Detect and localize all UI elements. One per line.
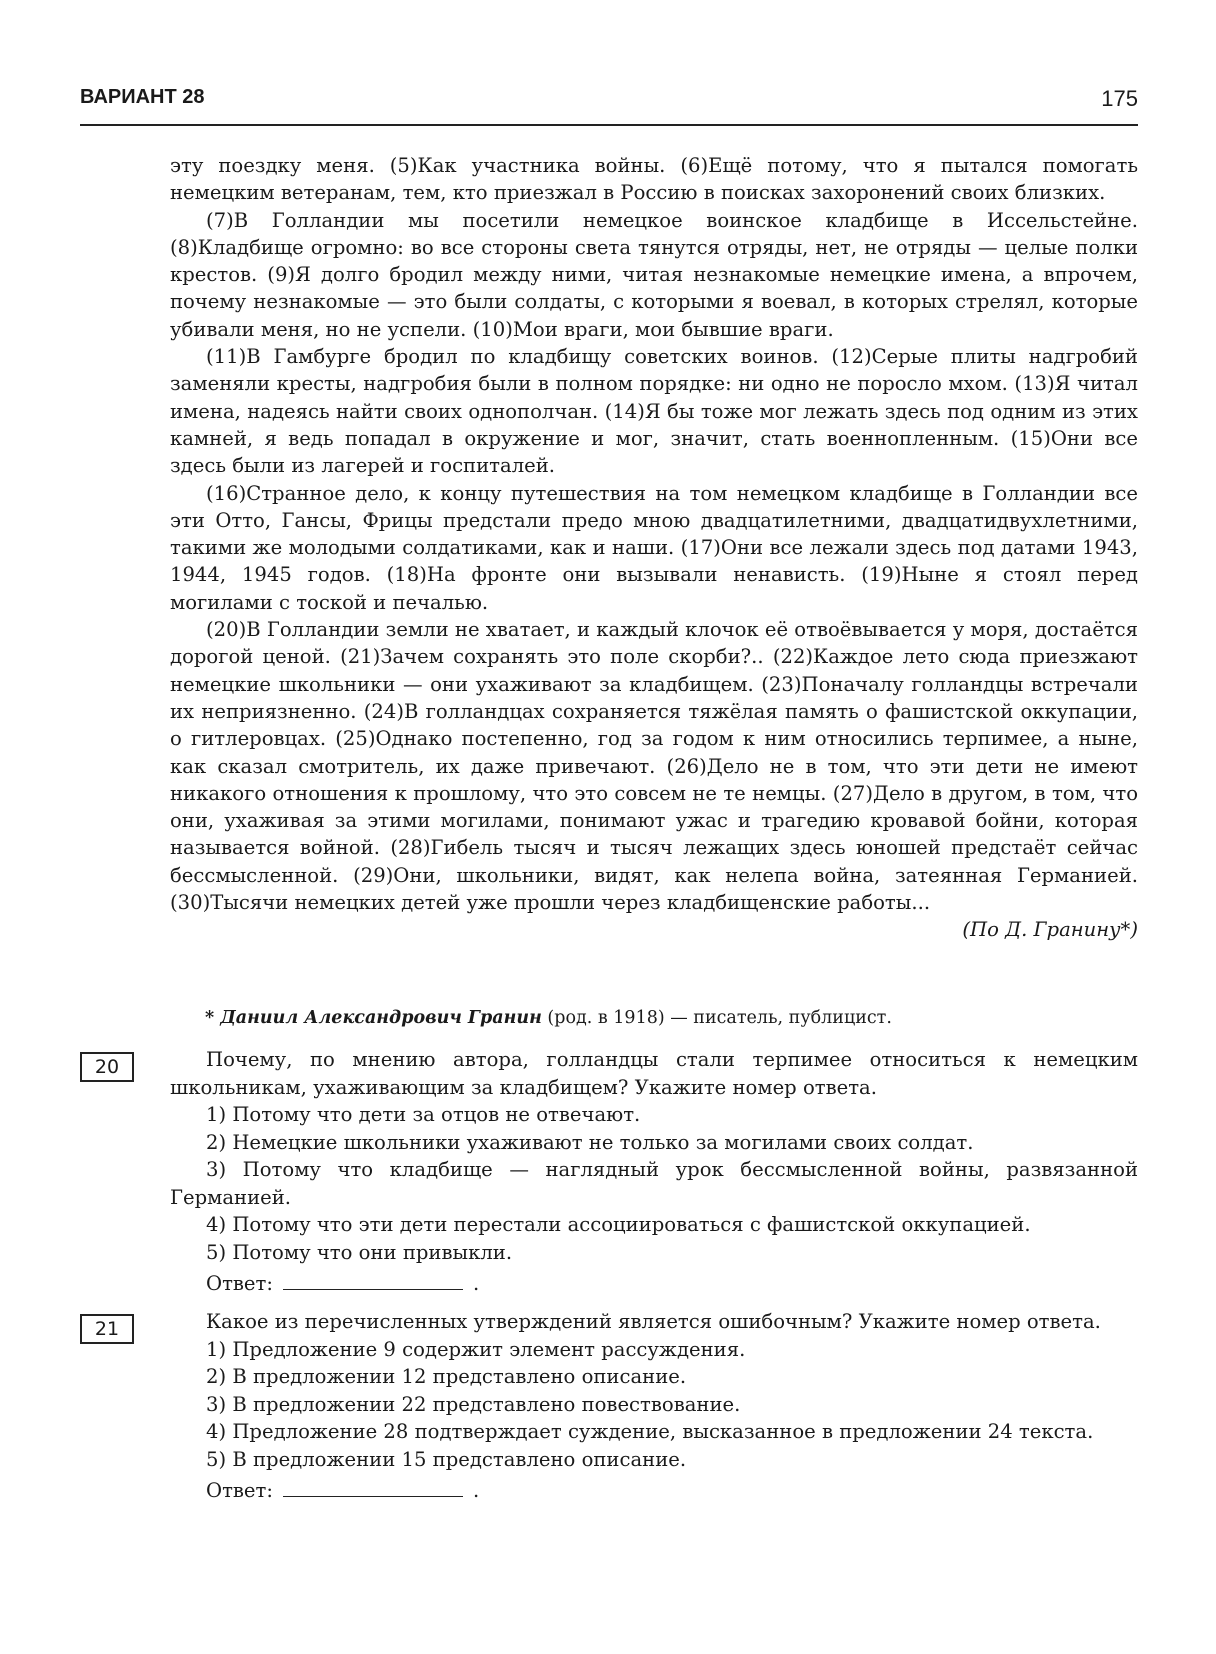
answer-option: 1) Предложение 9 содержит элемент рассуждения. — [206, 1337, 746, 1361]
answer-option: 4) Потому что эти дети перестали ассоциироваться с фашистской оккупацией. — [206, 1213, 1031, 1236]
task-question: Почему, по мнению автора, голландцы стали терпимее относиться к немецким школьникам, ухаживающим за кладбищем? Укажите номер ответа. — [170, 1048, 1138, 1099]
passage — [170, 152, 1138, 944]
answer-row — [170, 1270, 1138, 1298]
answer-blank[interactable] — [283, 1273, 463, 1290]
task-question: Какое из перечисленных утверждений является ошибочным? Укажите номер ответа. — [206, 1310, 1101, 1333]
running-head — [80, 86, 1138, 112]
task-number-box: 21 — [80, 1314, 134, 1344]
page-number: 175 — [1101, 86, 1138, 111]
answer-option: 2) В предложении 12 представлено описание. — [206, 1365, 687, 1388]
footnote-name: * Даниил Александрович Гранин — [205, 1008, 542, 1028]
passage-paragraph: (20)В Голландии земли не хватает, и каждый клочок её отвоёвывается у моря, достаётся дорогой ценой. (21)Зачем сохранять это поле скорби?.. (22)Каждое лето сюда приезжают немецкие школьники — они ухаживают за кладбищем. (23)Поначалу голландцы встречали их неприязненно. (24)В голландцах сохраняется тяжёлая память о фашистской оккупации, о гитлеровцах. (25)Однако постепенно, год за годом к ним относились терпимее, а ныне, как сказал смотритель, их даже привечают. (26)Дело не в том, что эти дети не имеют никакого отношения к прошлому, что это совсем не те немцы. (27)Дело в другом, в том, что они, ухаживая за этими могилами, понимают ужас и трагедию кровавой бойни, которая называется войной. (28)Гибель тысяч и тысяч лежащих здесь юношей предстаёт сейчас бессмысленной. (29)Они, школьники, видят, как нелепа война, затеянная Германией. (30)Тысячи немецких детей уже прошли через кладбищенские работы... — [170, 618, 1138, 915]
passage-paragraph: эту поездку меня. (5)Как участника войны. (6)Ещё потому, что я пытался помогать немецким ветеранам, тем, кто приезжал в Россию в поисках захоронений своих близких. — [170, 154, 1138, 205]
passage-paragraph: (16)Странное дело, к концу путешествия на том немецком кладбище в Голландии все эти Отто, Гансы, Фрицы предстали предо мною двадцатилетними, двадцатидвухлетними, такими же молодыми солдатиками, как и наши. (17)Они все лежали здесь под датами 1943, 1944, 1945 годов. (18)На фронте они вызывали ненависть. (19)Ныне я стоял перед могилами с тоской и печалью. — [170, 481, 1138, 614]
answer-option: 5) Потому что они привыкли. — [206, 1240, 513, 1264]
footnote-text: (род. в 1918) — писатель, публицист. — [547, 1008, 892, 1028]
answer-label: Ответ: — [206, 1272, 273, 1295]
task-20 — [170, 1046, 1138, 1298]
answer-end: . — [472, 1272, 480, 1295]
task-number-box: 20 — [80, 1052, 134, 1082]
passage-paragraph: (11)В Гамбурге бродил по кладбищу советских воинов. (12)Серые плиты надгробий заменяли кресты, надгробия были в полном порядке: ни одно не поросло мхом. (13)Я читал имена, надеясь найти своих однополчан. (14)Я бы тоже мог лежать здесь под одним из этих камней, я ведь попадал в окружение и мог, значит, стать военнопленным. (15)Они все здесь были из лагерей и госпиталей. — [170, 345, 1138, 478]
answer-option: 2) Немецкие школьники ухаживают не только за могилами своих солдат. — [206, 1130, 974, 1154]
answer-end: . — [472, 1479, 480, 1502]
variant-title: ВАРИАНТ 28 — [80, 86, 205, 108]
header-rule — [80, 124, 1138, 126]
passage-source: (По Д. Гранину*) — [962, 918, 1138, 942]
answer-row — [170, 1477, 1138, 1505]
answer-option: 4) Предложение 28 подтверждает суждение, высказанное в предложении 24 текста. — [206, 1420, 1094, 1443]
answer-option: 3) В предложении 22 представлено повествование. — [206, 1392, 741, 1416]
answer-option: 5) В предложении 15 представлено описание. — [206, 1447, 687, 1471]
answer-option: 1) Потому что дети за отцов не отвечают. — [206, 1103, 641, 1126]
answer-option: 3) Потому что кладбище — наглядный урок бессмысленной войны, развязанной Германией. — [170, 1158, 1138, 1209]
passage-paragraph: (7)В Голландии мы посетили немецкое воинское кладбище в Иссельстейне. (8)Кладбище огромно: во все стороны света тянутся отряды, нет, не отряды — целые полки крестов. (9)Я долго бродил между ними, читая незнакомые немецкие имена, а впрочем, почему незнакомые — это были солдаты, с которыми я воевал, в которых стрелял, которые убивали меня, но не успели. (10)Мои враги, мои бывшие враги. — [170, 208, 1138, 341]
answer-blank[interactable] — [283, 1480, 463, 1497]
task-21 — [170, 1308, 1138, 1505]
answer-label: Ответ: — [206, 1479, 273, 1502]
footnote — [205, 1006, 1138, 1030]
